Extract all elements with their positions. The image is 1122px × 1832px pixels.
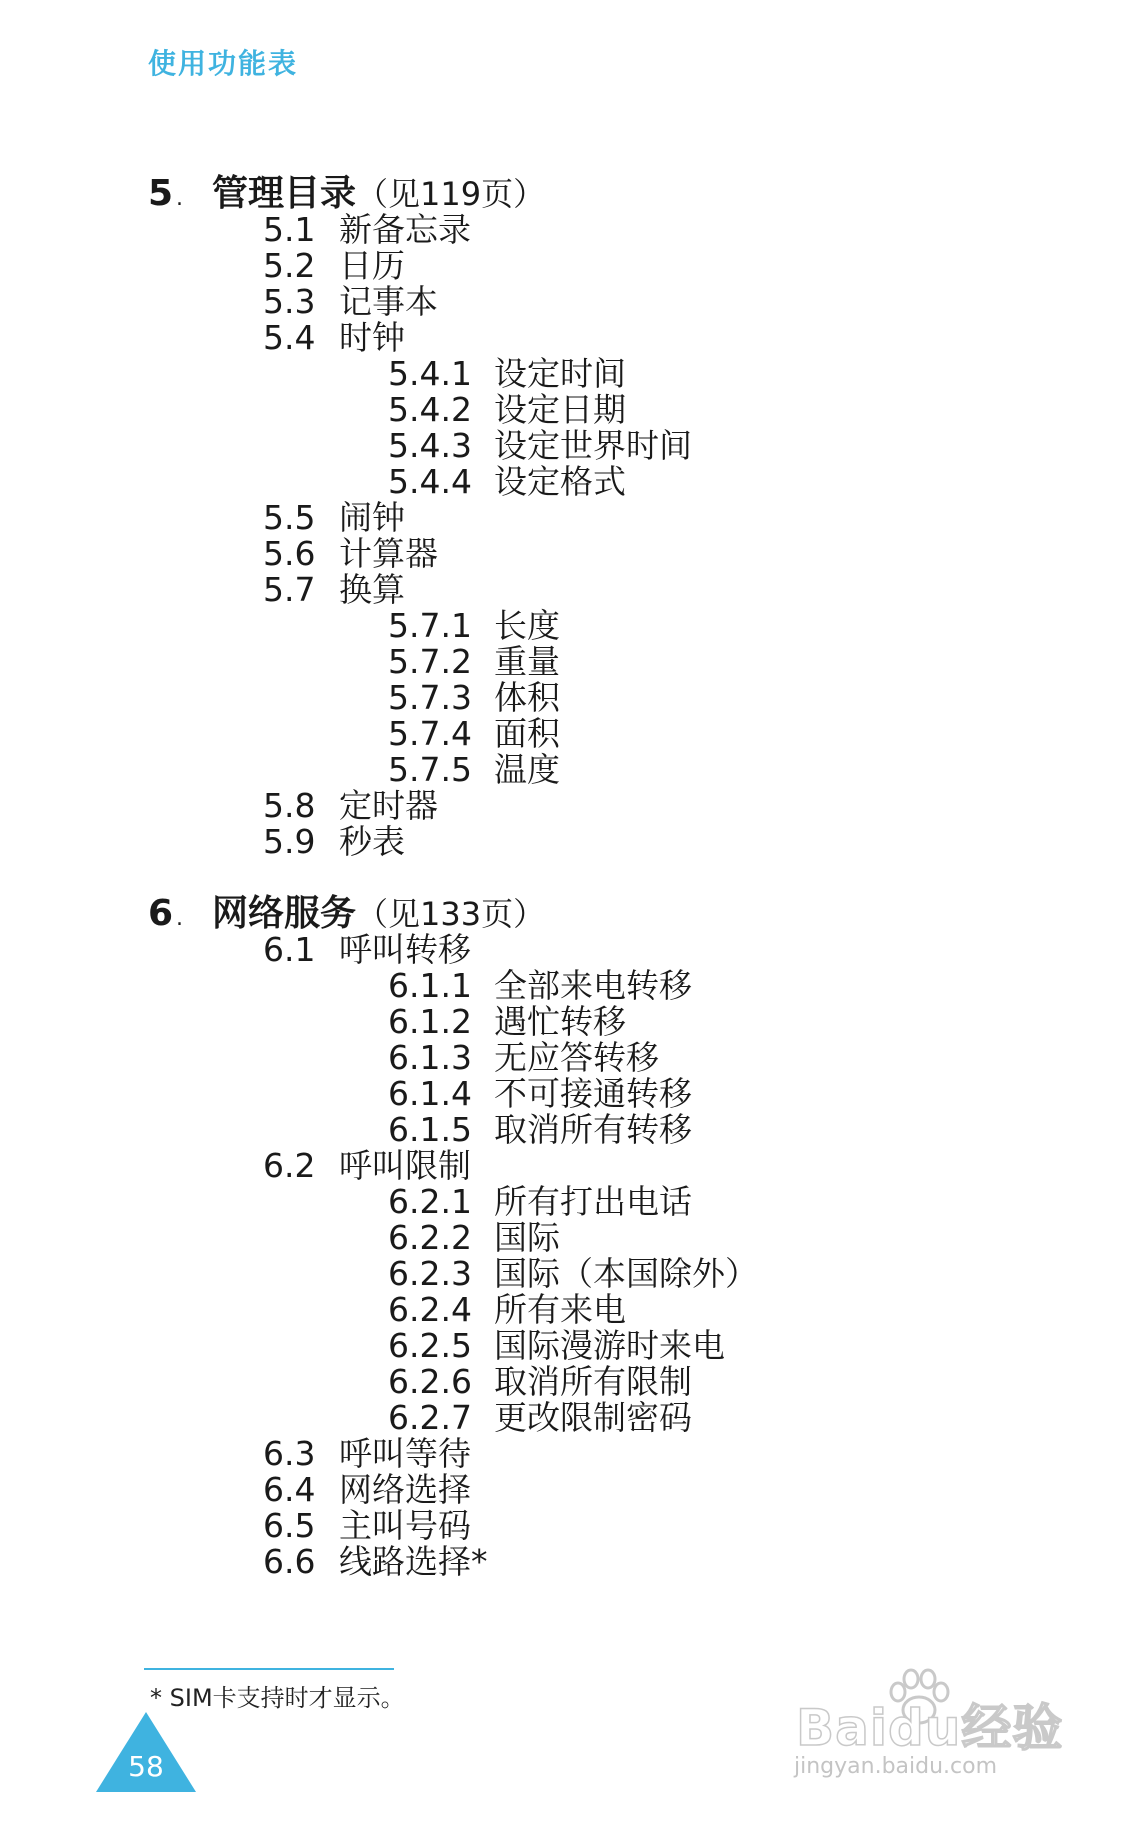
menu-item-label: 所有打出电话	[494, 1182, 692, 1221]
menu-item-number: 5.4.3	[388, 426, 472, 465]
baidu-watermark	[792, 1660, 1062, 1790]
menu-item	[148, 572, 1048, 608]
menu-item-label: 取消所有限制	[494, 1362, 692, 1401]
menu-item	[148, 500, 1048, 536]
menu-item-number: 5.1	[263, 210, 316, 249]
menu-item-label: 面积	[494, 714, 560, 753]
menu-item	[148, 824, 1048, 860]
menu-item	[148, 356, 1048, 392]
menu-item-label: 长度	[494, 606, 560, 645]
menu-item-number: 5.6	[263, 534, 316, 573]
menu-item	[148, 1364, 1048, 1400]
menu-item-number: 6.2.3	[388, 1254, 472, 1293]
footnote: * SIM卡支持时才显示。	[150, 1684, 405, 1712]
menu-item-label: 不可接通转移	[494, 1074, 692, 1113]
page-header-title: 使用功能表	[148, 47, 299, 80]
menu-item	[148, 212, 1048, 248]
menu-item-number: 6.2.2	[388, 1218, 472, 1257]
menu-item-number: 5.7.3	[388, 678, 472, 717]
menu-item-label: 记事本	[339, 282, 438, 321]
watermark-logo: Baidu经验	[796, 1699, 1064, 1757]
menu-item-number: 6.1.3	[388, 1038, 472, 1077]
menu-item	[148, 608, 1048, 644]
menu-item-label: 国际漫游时来电	[494, 1326, 725, 1365]
menu-item	[148, 1292, 1048, 1328]
menu-item	[148, 932, 1048, 968]
menu-item-label: 国际（本国除外）	[494, 1254, 758, 1293]
menu-item-number: 5.7	[263, 570, 316, 609]
menu-item-label: 定时器	[339, 786, 438, 825]
menu-item-number: 5.9	[263, 822, 316, 861]
section-number: 5	[148, 173, 174, 214]
menu-item-label: 换算	[339, 570, 405, 609]
menu-item	[148, 536, 1048, 572]
menu-item-label: 秒表	[339, 822, 405, 861]
menu-item	[148, 1328, 1048, 1364]
menu-item-label: 遇忙转移	[494, 1002, 626, 1041]
menu-item	[148, 1256, 1048, 1292]
menu-item	[148, 1508, 1048, 1544]
menu-item-number: 5.3	[263, 282, 316, 321]
menu-item	[148, 1544, 1048, 1580]
menu-section	[148, 893, 1048, 1581]
menu-item-label: 闹钟	[339, 498, 405, 537]
menu-item-number: 5.8	[263, 786, 316, 825]
menu-item-number: 5.7.5	[388, 750, 472, 789]
menu-item-label: 无应答转移	[494, 1038, 659, 1077]
menu-item	[148, 1076, 1048, 1112]
menu-item-label: 温度	[494, 750, 560, 789]
menu-item-number: 6.2.6	[388, 1362, 472, 1401]
menu-item-number: 5.7.1	[388, 606, 472, 645]
menu-item	[148, 1112, 1048, 1148]
menu-item-label: 更改限制密码	[494, 1398, 692, 1437]
menu-item-label: 线路选择*	[339, 1542, 488, 1581]
menu-item	[148, 752, 1048, 788]
menu-item-label: 取消所有转移	[494, 1110, 692, 1149]
section-heading	[148, 893, 1048, 934]
menu-item-number: 6.3	[263, 1434, 316, 1473]
menu-item-number: 6.5	[263, 1506, 316, 1545]
menu-item	[148, 716, 1048, 752]
menu-item-label: 计算器	[339, 534, 438, 573]
menu-item	[148, 284, 1048, 320]
menu-item	[148, 464, 1048, 500]
menu-item-label: 时钟	[339, 318, 405, 357]
section-name: 网络服务	[212, 893, 357, 934]
menu-item-label: 全部来电转移	[494, 966, 692, 1005]
menu-item-label: 国际	[494, 1218, 560, 1257]
menu-item-label: 设定时间	[494, 354, 626, 393]
menu-item	[148, 1184, 1048, 1220]
menu-item	[148, 1472, 1048, 1508]
menu-item-number: 6.1.1	[388, 966, 472, 1005]
watermark-url: jingyan.baidu.com	[794, 1754, 998, 1779]
menu-item	[148, 680, 1048, 716]
menu-item-number: 5.4.1	[388, 354, 472, 393]
section-page-ref: （见119页）	[356, 175, 546, 213]
menu-item-number: 6.2.7	[388, 1398, 472, 1437]
section-page-ref: （见133页）	[356, 895, 546, 933]
menu-item-number: 5.4.4	[388, 462, 472, 501]
menu-item	[148, 1148, 1048, 1184]
menu-item-number: 6.2.5	[388, 1326, 472, 1365]
menu-item-number: 5.4.2	[388, 390, 472, 429]
menu-item-number: 6.2.1	[388, 1182, 472, 1221]
footnote-divider	[144, 1668, 394, 1670]
section-heading	[148, 173, 1048, 214]
menu-item-label: 呼叫转移	[339, 930, 471, 969]
menu-item-label: 日历	[339, 246, 405, 285]
menu-item	[148, 1040, 1048, 1076]
menu-item	[148, 392, 1048, 428]
menu-item-number: 6.2.4	[388, 1290, 472, 1329]
menu-section	[148, 173, 1048, 861]
menu-item-label: 所有来电	[494, 1290, 626, 1329]
section-items	[148, 932, 1048, 1580]
menu-item-number: 5.7.2	[388, 642, 472, 681]
menu-item-number: 5.5	[263, 498, 316, 537]
menu-item-label: 新备忘录	[339, 210, 471, 249]
section-dot: .	[176, 186, 183, 211]
menu-item-number: 6.2	[263, 1146, 316, 1185]
menu-item	[148, 428, 1048, 464]
menu-item	[148, 968, 1048, 1004]
menu-item	[148, 248, 1048, 284]
menu-item-number: 6.1.2	[388, 1002, 472, 1041]
menu-item-number: 5.2	[263, 246, 316, 285]
menu-item	[148, 1220, 1048, 1256]
section-name: 管理目录	[212, 173, 357, 214]
section-items	[148, 212, 1048, 860]
menu-item-label: 设定格式	[494, 462, 626, 501]
menu-item	[148, 1004, 1048, 1040]
menu-item-number: 5.7.4	[388, 714, 472, 753]
page-number: 58	[128, 1750, 164, 1783]
menu-item	[148, 1436, 1048, 1472]
menu-item-number: 6.1.4	[388, 1074, 472, 1113]
menu-item-label: 主叫号码	[339, 1506, 471, 1545]
menu-item-label: 呼叫等待	[339, 1434, 471, 1473]
menu-item-number: 6.1	[263, 930, 316, 969]
section-dot: .	[176, 906, 183, 931]
menu-item-number: 6.1.5	[388, 1110, 472, 1149]
menu-item-label: 设定世界时间	[494, 426, 692, 465]
menu-item	[148, 1400, 1048, 1436]
section-number: 6	[148, 893, 174, 934]
menu-item-label: 呼叫限制	[339, 1146, 471, 1185]
menu-item-label: 体积	[494, 678, 560, 717]
menu-item-number: 6.6	[263, 1542, 316, 1581]
menu-item-number: 5.4	[263, 318, 316, 357]
menu-item	[148, 644, 1048, 680]
menu-item-number: 6.4	[263, 1470, 316, 1509]
menu-item-label: 重量	[494, 642, 560, 681]
menu-item-label: 设定日期	[494, 390, 626, 429]
menu-item	[148, 320, 1048, 356]
menu-item-label: 网络选择	[339, 1470, 471, 1509]
menu-item	[148, 788, 1048, 824]
